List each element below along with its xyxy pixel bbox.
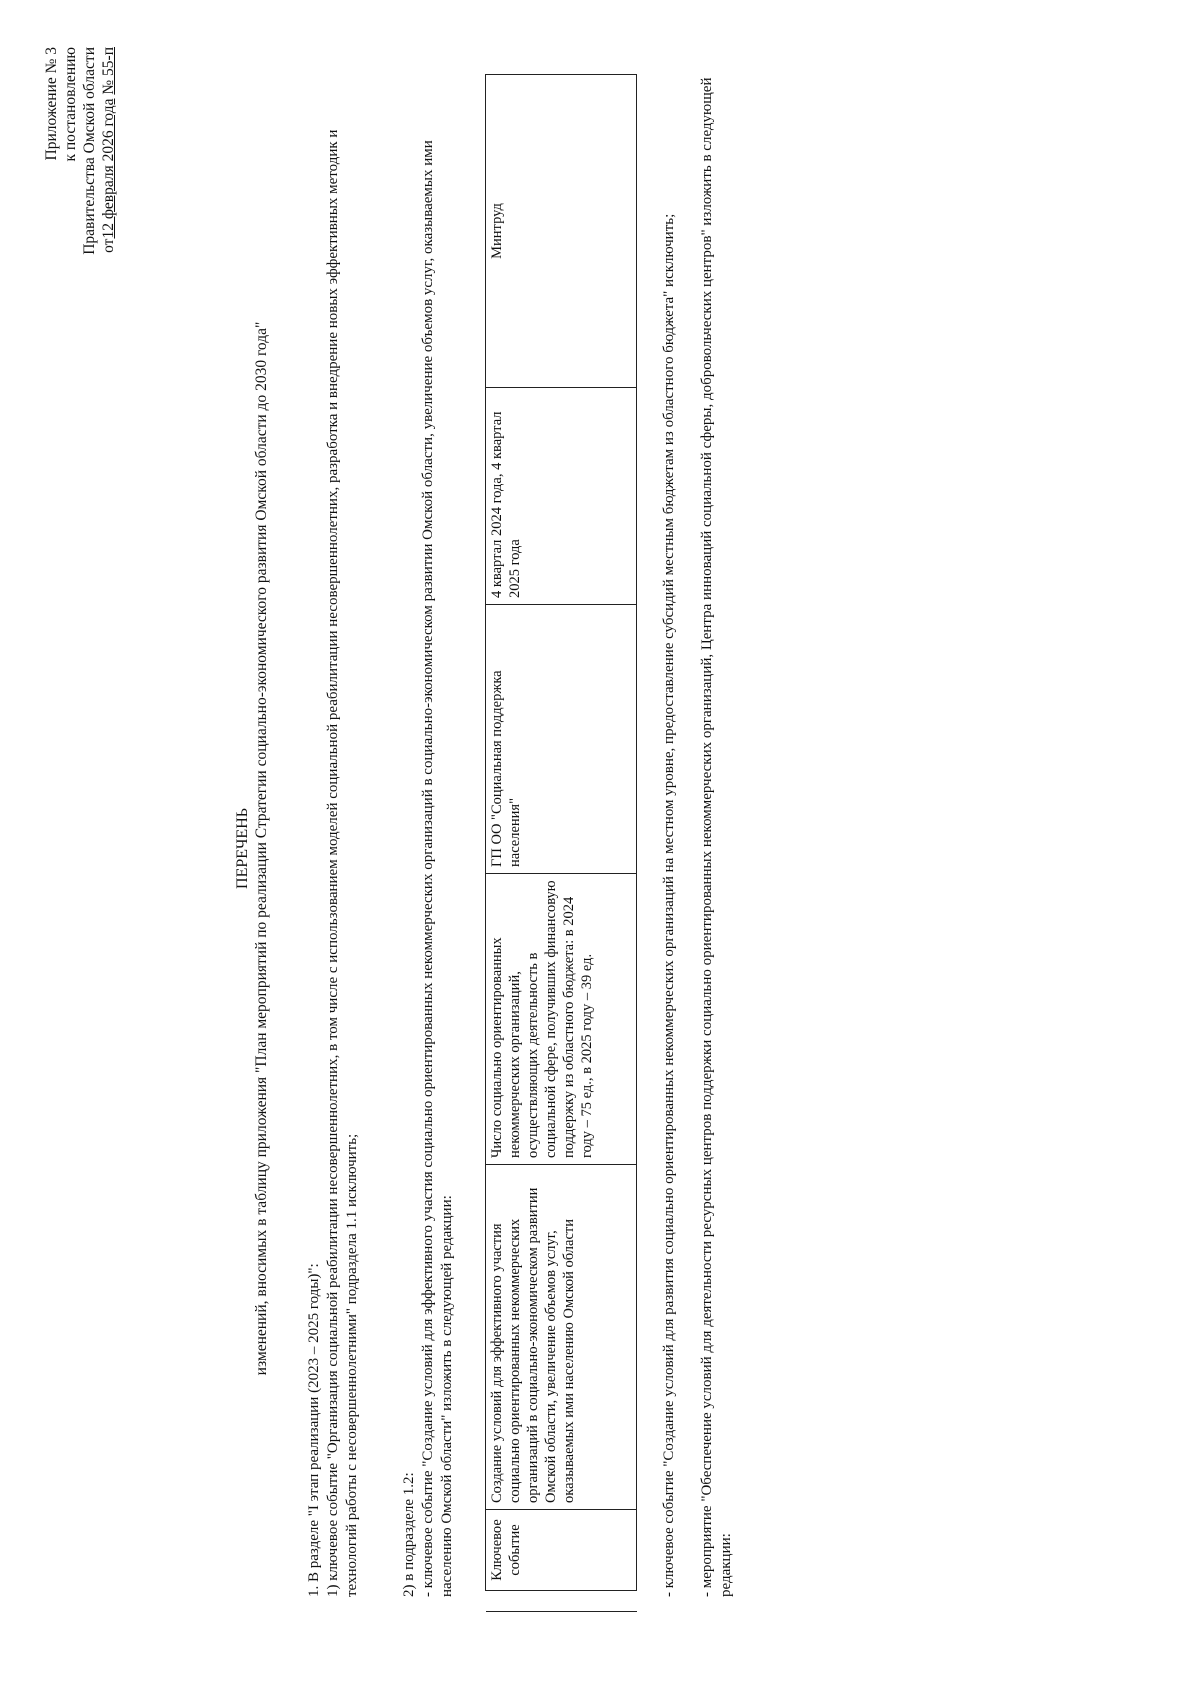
document-heading: ПЕРЕЧЕНЬ [234,808,251,889]
after-item2: - мероприятие "Обеспечение условий для деятельности ресурсных центров поддержки социально ориентированных некоммерческих организаций, Центра инноваций социальной сферы, добровольческих центров" изложить в следующей редакции: [699,77,734,1597]
section1-item1: 1) ключевое событие "Организация социальной реабилитации несовершеннолетних, в том числе с использованием моделей социальной реабилитации несовершеннолетних, разработка и внедрение новых эффективных методик и технологий работы с несовершеннолетними" подраздела 1.1 исключить; [325,129,360,1597]
table-cell-program: ГП ОО "Социальная поддержка населения" [486,605,637,874]
document-subtitle: изменений, вносимых в таблицу приложения "План мероприятий по реализации Стратегии социально-экономического развития Омской области до 2030 года" [253,321,270,1376]
table-cell-indicator: Число социально ориентированных некоммерческих организаций, осуществляющих деятельность в социальной сфере, получивших финансовую поддержку из областного бюджета: в 2024 году – 75 ед., в 2025 году – 39 ед. [486,874,637,1165]
appendix-reference: к постановлению Правительства Омской области [62,47,98,255]
table-row [486,75,637,1612]
table-cell-event: Создание условий для эффективного участия социально ориентированных некоммерческих организаций в социально-экономическом развитии Омской области, увеличение объемов услуг, оказываемых ими населению Омской области [486,1165,637,1510]
appendix-date-prefix: от [100,238,117,253]
section2-intro: 2) в подразделе 1.2: [401,1472,417,1597]
table-cell-type: Ключевое событие [486,1510,637,1591]
appendix-header [42,47,118,257]
table-cell-responsible: Минтруд [486,75,637,388]
appendix-date-line [99,47,118,257]
section2-item: - ключевое событие "Создание условий для эффективного участия социально ориентированных некоммерческих организаций в социально-экономическом развитии Омской области, увеличение объемов услуг, оказываемых ими населению Омской области" изложить в следующей редакции: [420,140,455,1597]
changes-table [485,74,637,1612]
appendix-date: 12 февраля 2026 года [100,98,117,239]
table-cell-deadline: 4 квартал 2024 года, 4 квартал 2025 года [486,388,637,605]
appendix-doc-number: № 55-п [100,47,117,95]
table-margin-cell [486,1591,637,1612]
section1-intro: 1. В разделе "I этап реализации (2023 – 2025 годы)": [306,1263,322,1597]
appendix-number: Приложение № 3 [43,47,60,161]
after-item1: - ключевое событие "Создание условий для развития социально ориентированных некоммерческих организаций на местном уровне, предоставление субсидий местным бюджетам из областного бюджета" исключить; [661,213,677,1597]
